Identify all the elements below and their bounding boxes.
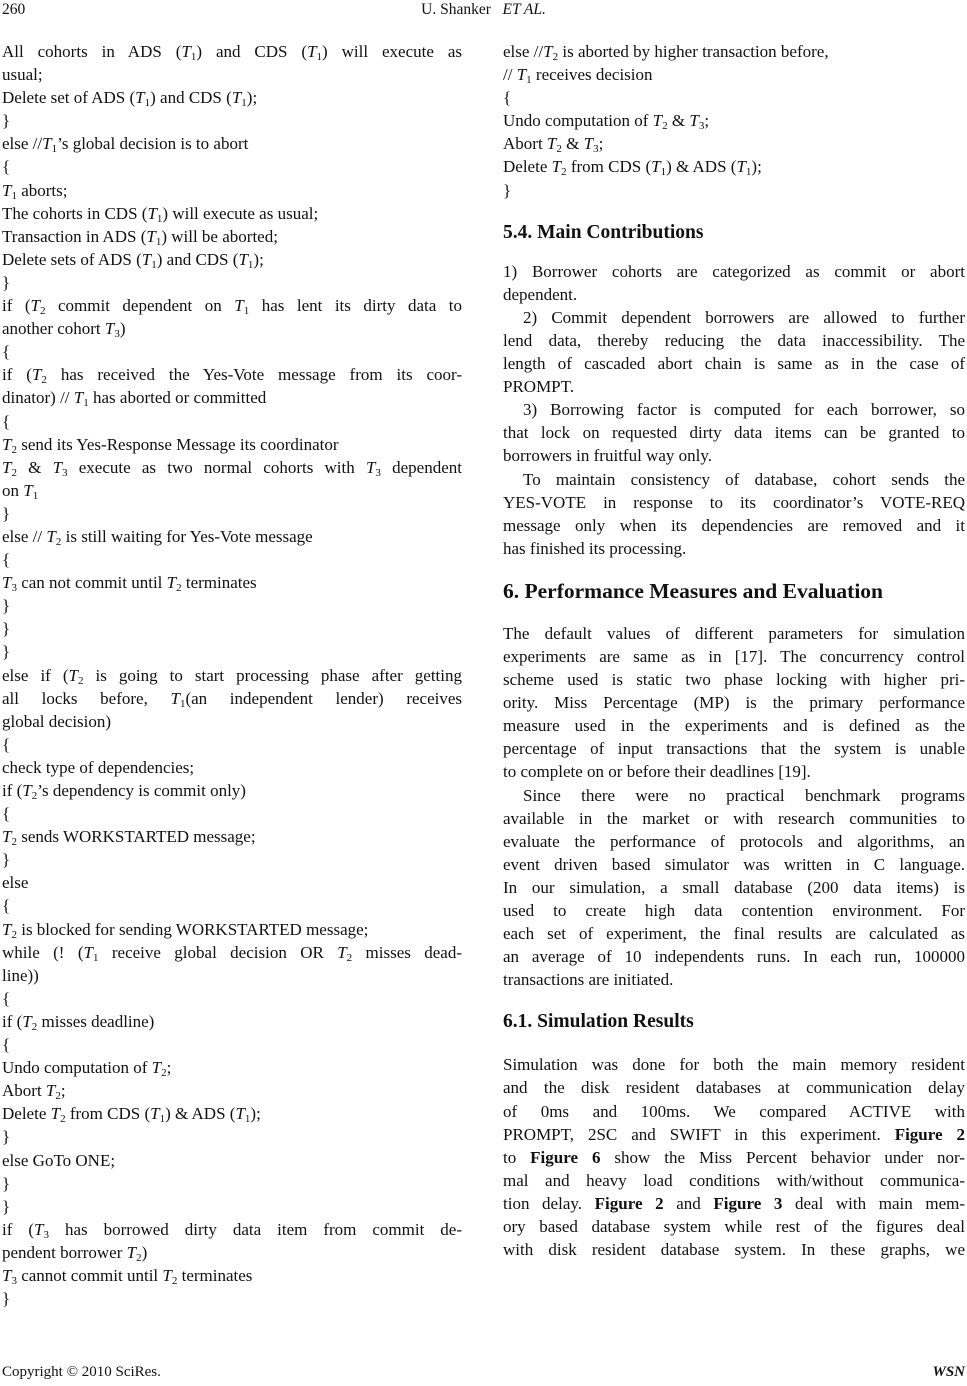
text-line: // $T_1$ receives decision: [503, 65, 653, 87]
section-6-body: [503, 622, 965, 992]
paragraph-line: measure used in the experiments and is defined as the: [503, 716, 965, 736]
paragraph-line: ority. Miss Percentage (MP) is the primary performance: [503, 693, 965, 713]
journal-abbrev: WSN: [932, 1364, 965, 1380]
text-line: $T_2$ sends WORKSTARTED message;: [2, 827, 256, 849]
text-line: Delete $T_2$ from CDS $(T_1)$ & ADS $(T_1)$;: [503, 157, 762, 179]
paragraph-line: transactions are initiated.: [503, 970, 674, 990]
text-line: all locks before, $T_1(an$ independent lender) receives: [2, 688, 462, 710]
text-line: }: [2, 111, 11, 131]
text-line: else // $T_2$ is still waiting for Yes-Vote message: [2, 526, 313, 548]
paragraph-line: event driven based simulator was written in C language.: [503, 854, 965, 874]
text-line: The cohorts in CDS $(T_1)$ will execute as usual;: [2, 203, 319, 225]
paragraph-line: tion delay. Figure 2 and Figure 3 deal with main mem-: [503, 1193, 965, 1213]
code-continuation: [503, 40, 965, 202]
text-line: global decision): [2, 711, 112, 731]
text-line: usual;: [2, 65, 43, 85]
text-line: $T_3$ can not commit until $T_2$ terminates: [2, 573, 257, 595]
text-line: $T_2$ send its Yes-Response Message its coordinator: [2, 434, 339, 456]
text-line: }: [2, 1289, 11, 1309]
paragraph-line: 2) Commit dependent borrowers are allowed to further: [523, 307, 965, 327]
text-line: if ($T_2$ commit dependent on $T_1$ has lent its dirty data to: [2, 296, 462, 318]
text-line: Transaction in ADS $(T_1)$ will be aborted;: [2, 226, 278, 248]
text-line: }: [2, 272, 11, 292]
paragraph-line: ory based database system while rest of the figures deal: [503, 1217, 965, 1237]
text-line: All cohorts in ADS $(T_1)$ and CDS $(T_1)$ will execute as: [2, 42, 462, 63]
paragraph-line: length of cascaded abort chain is same as in the case of: [503, 354, 965, 374]
paragraph-line: of 0ms and 100ms. We compared ACTIVE with: [503, 1101, 965, 1121]
text-line: else $//T_1’s$ global decision is to abort: [2, 134, 249, 156]
text-line: $T_1$ aborts;: [2, 180, 68, 202]
paragraph-line: experiments are same as in [17]. The concurrency control: [503, 646, 965, 666]
text-line: check type of dependencies;: [2, 757, 195, 777]
text-line: {: [2, 411, 11, 431]
text-line: on $T_1$: [2, 480, 39, 502]
text-line: {: [2, 988, 11, 1008]
paragraph-line: The default values of different parameters for simulation: [503, 623, 965, 643]
copyright-notice: Copyright © 2010 SciRes.: [2, 1364, 161, 1380]
authors-et-al: ET AL.: [502, 1, 546, 18]
text-line: $T_3$ cannot commit until $T_2$ terminates: [2, 1265, 253, 1287]
paragraph-line: dependent.: [503, 284, 578, 304]
paragraph-line: mal and heavy load conditions with/without communica-: [503, 1170, 965, 1190]
text-line: }: [2, 850, 11, 870]
paragraph-line: In our simulation, a small database (200 data items) is: [503, 877, 965, 897]
paragraph-line: evaluate the performance of protocols and algorithms, an: [503, 831, 965, 851]
paragraph-line: message only when its dependencies are removed and it: [503, 515, 965, 535]
page-header: [0, 0, 967, 30]
paragraph-line: lend data, thereby reducing the data inaccessibility. The: [503, 330, 965, 350]
text-line: Undo computation of $T_2$ & $T_3$;: [503, 111, 710, 133]
paragraph-line: to complete on or before their deadlines [19].: [503, 762, 811, 782]
text-line: {: [2, 157, 11, 177]
text-line: {: [2, 1035, 11, 1055]
text-line: Delete $T_2$ from CDS $(T_1)$ & ADS $(T_1)$;: [2, 1104, 261, 1126]
text-line: while (! ($T_1$ receive global decision OR $T_2$ misses dead-: [2, 942, 462, 964]
text-line: }: [2, 596, 11, 616]
paragraph-line: that lock on requested dirty data items can be granted to: [503, 423, 965, 443]
paragraph-line: borrowers in fruitful way only.: [503, 446, 712, 466]
text-line: {: [2, 734, 11, 754]
text-line: $T_2$ is blocked for sending WORKSTARTED message;: [2, 919, 369, 941]
paragraph-line: scheme used is static two phase locking with higher pri-: [503, 670, 965, 690]
paragraph-line: to Figure 6 show the Miss Percent behavior under nor-: [503, 1147, 965, 1167]
text-line: Abort $T_2$ & $T_3$;: [503, 134, 604, 156]
paragraph-line: Simulation was done for both the main memory resident: [503, 1055, 965, 1075]
text-line: }: [2, 1173, 11, 1193]
text-line: if ($T_3$ has borrowed dirty data item from commit de-: [2, 1219, 462, 1241]
text-line: else GoTo ONE;: [2, 1150, 116, 1170]
text-line: {: [2, 342, 11, 362]
text-line: }: [2, 1127, 11, 1147]
section-6-1-heading: 6.1. Simulation Results: [503, 1011, 694, 1033]
text-line: $T_2$ & $T_3$ execute as two normal cohorts with $T_3$ dependent: [2, 457, 462, 479]
text-line: if ($T_2$ has received the Yes-Vote message from its coor-: [2, 365, 462, 387]
paragraph-line: available in the market or with research communities to: [503, 808, 965, 828]
text-line: Undo computation of $T_2$;: [2, 1058, 172, 1080]
paragraph-line: 3) Borrowing factor is computed for each borrower, so: [523, 400, 965, 420]
text-line: dinator) // $T_1$ has aborted or committed: [2, 388, 267, 410]
page-number: 260: [2, 1, 26, 18]
text-line: else: [2, 873, 29, 893]
section-5-4-body: [503, 260, 965, 560]
section-6-heading: 6. Performance Measures and Evaluation: [503, 578, 883, 603]
text-line: line)): [2, 965, 39, 985]
right-column: [503, 40, 965, 1261]
text-line: if ($T_2’s$ dependency is commit only): [2, 781, 246, 802]
text-line: }: [2, 642, 11, 662]
paragraph-line: PROMPT, 2SC and SWIFT in this experiment. Figure 2: [503, 1124, 965, 1144]
text-line: Abort $T_2$;: [2, 1081, 66, 1103]
paragraph-line: PROMPT.: [503, 377, 575, 397]
text-line: Delete set of ADS $(T_1)$ and CDS $(T_1)$;: [2, 88, 258, 110]
paragraph-line: an average of 10 independents runs. In each run, 100000: [503, 947, 965, 967]
paragraph-line: used to create high data contention environment. For: [503, 901, 965, 920]
running-authors: [0, 1, 967, 19]
paragraph-line: with disk resident database system. In these graphs, we: [503, 1240, 965, 1260]
text-line: }: [2, 619, 11, 639]
text-line: }: [503, 180, 512, 200]
paragraph-line: has finished its processing.: [503, 538, 687, 558]
left-column: [2, 40, 462, 1310]
text-line: {: [2, 896, 11, 916]
paragraph-line: Since there were no practical benchmark programs: [523, 785, 965, 805]
authors-name: U. Shanker: [421, 1, 491, 18]
text-line: else $//T_2$ is aborted by higher transaction before,: [503, 42, 829, 63]
text-line: }: [2, 503, 11, 523]
paragraph-line: percentage of input transactions that the system is unable: [503, 739, 965, 759]
section-5-4-heading: 5.4. Main Contributions: [503, 221, 704, 243]
section-6-1-body: [503, 1053, 965, 1261]
paragraph-line: 1) Borrower cohorts are categorized as commit or abort: [503, 261, 965, 281]
text-line: {: [503, 88, 512, 108]
text-line: {: [2, 804, 11, 824]
text-line: pendent borrower $T_2$): [2, 1242, 148, 1264]
text-line: Delete sets of ADS $(T_1)$ and CDS $(T_1)$;: [2, 249, 264, 271]
text-line: if ($T_2$ misses deadline): [2, 1011, 155, 1033]
paragraph-line: YES-VOTE in response to its coordinator’s VOTE-REQ: [503, 492, 965, 512]
text-line: {: [2, 550, 11, 570]
paragraph-line: To maintain consistency of database, cohort sends the: [523, 469, 965, 489]
text-line: else if ($T_2$ is going to start processing phase after getting: [2, 665, 462, 687]
text-line: another cohort $T_3$): [2, 319, 126, 341]
paragraph-line: and the disk resident databases at communication delay: [503, 1078, 965, 1098]
text-line: }: [2, 1196, 11, 1216]
paragraph-line: each set of experiment, the final results are calculated as: [503, 924, 965, 944]
